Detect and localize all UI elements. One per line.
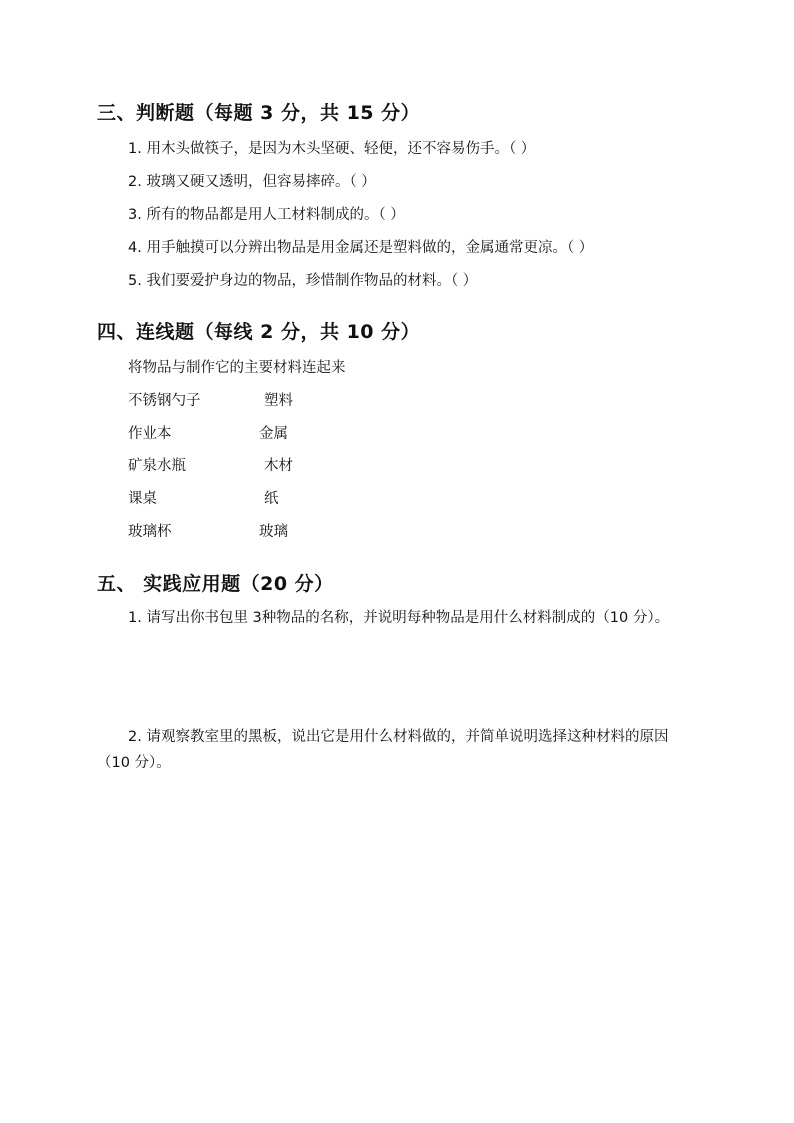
practice-question-2: 2. 请观察教室里的黑板，说出它是用什么材料做的，并简单说明选择这种材料的原因（10 分）。 — [97, 729, 669, 771]
matching-item-5: 玻璃杯 — [128, 524, 172, 540]
matching-item-2: 作业本 — [128, 426, 172, 442]
matching-material-4: 纸 — [264, 491, 279, 507]
judge-question-4: 4. 用手触摸可以分辨出物品是用金属还是塑料做的，金属通常更凉。（ ） — [128, 240, 594, 256]
matching-item-1: 不锈钢勺子 — [128, 393, 201, 409]
judge-question-3: 3. 所有的物品都是用人工材料制成的。（ ） — [128, 207, 405, 223]
section-5-title: 五、 实践应用题（20 分） — [97, 573, 334, 595]
matching-material-3: 木材 — [264, 458, 293, 474]
section-3-title: 三、判断题（每题 3 分，共 15 分） — [97, 102, 421, 124]
judge-question-5: 5. 我们要爱护身边的物品，珍惜制作物品的材料。（ ） — [128, 273, 478, 289]
matching-material-2: 金属 — [259, 426, 288, 442]
practice-question-1: 1. 请写出你书包里 3种物品的名称，并说明每种物品是用什么材料制成的（10 分）。 — [128, 610, 670, 626]
judge-question-2: 2. 玻璃又硬又透明，但容易摔碎。（ ） — [128, 174, 376, 190]
matching-material-1: 塑料 — [264, 393, 293, 409]
matching-instruction: 将物品与制作它的主要材料连起来 — [128, 360, 346, 376]
matching-material-5: 玻璃 — [259, 524, 288, 540]
judge-question-1: 1. 用木头做筷子，是因为木头坚硬、轻便，还不容易伤手。（ ） — [128, 141, 536, 157]
matching-item-4: 课桌 — [128, 491, 157, 507]
matching-item-3: 矿泉水瓶 — [128, 458, 186, 474]
section-4-title: 四、连线题（每线 2 分，共 10 分） — [97, 321, 421, 343]
